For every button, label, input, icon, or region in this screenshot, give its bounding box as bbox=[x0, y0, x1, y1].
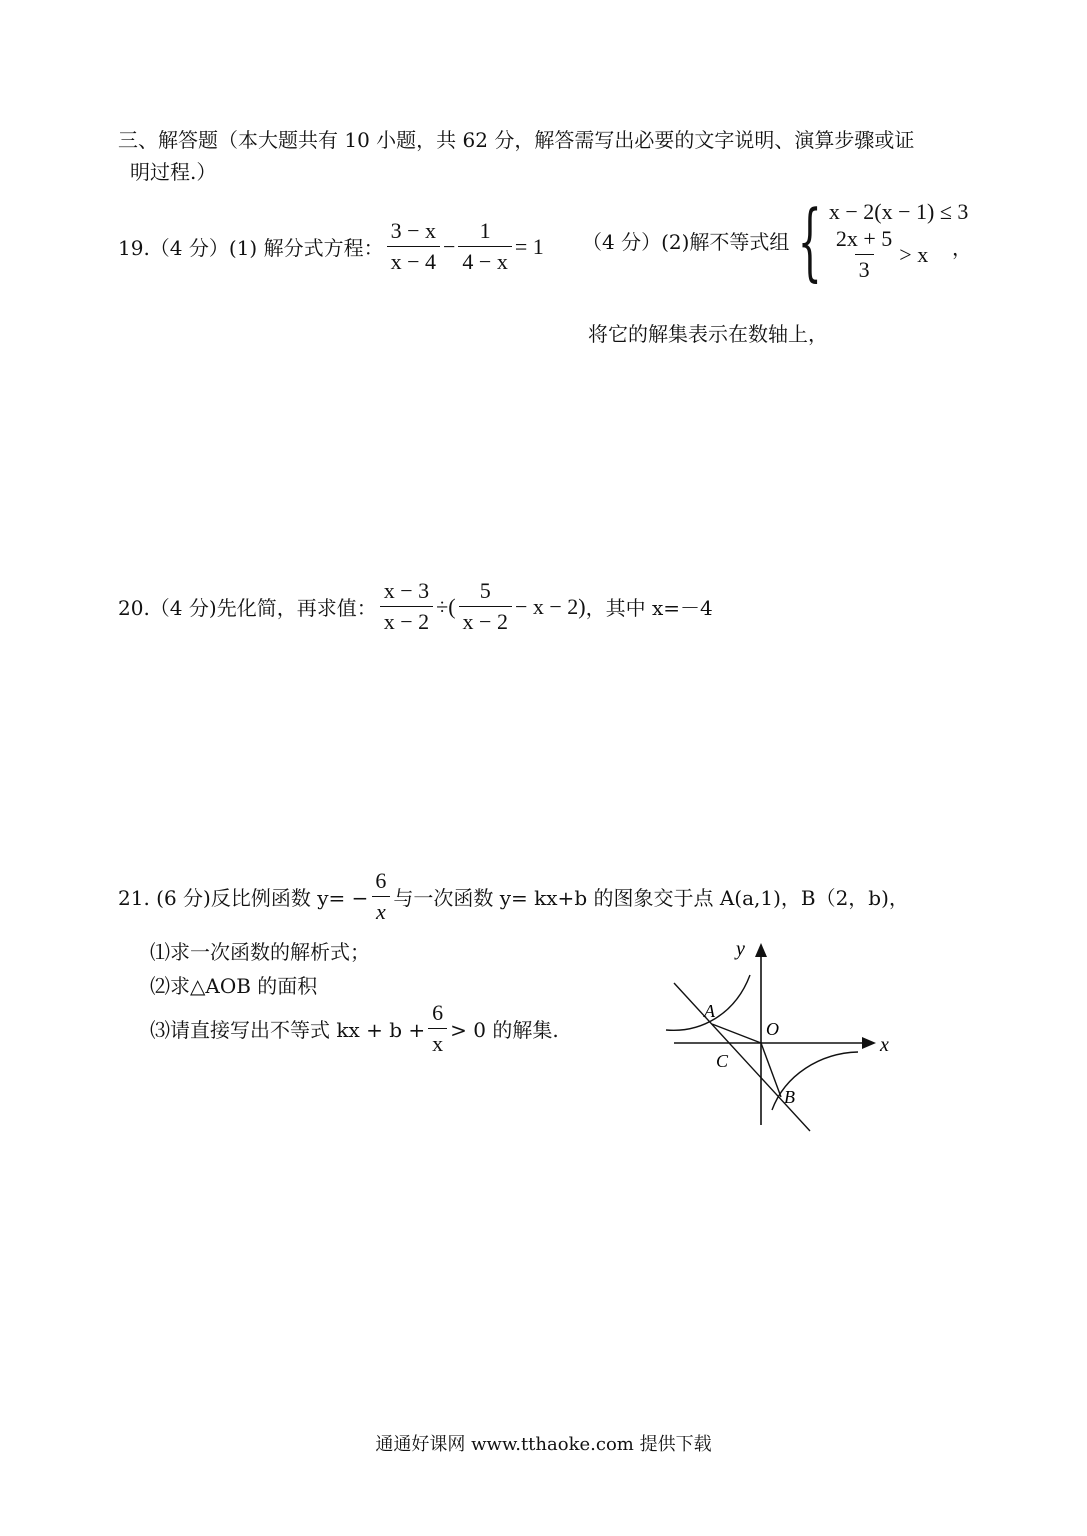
section-title-line1: 三、解答题（本大题共有 10 小题，共 62 分，解答需写出必要的文字说明、演算步骤或证 bbox=[118, 128, 915, 152]
q19-frac1-den: x − 4 bbox=[387, 246, 440, 275]
q20-tail: − x − 2) bbox=[514, 593, 586, 619]
function-graph bbox=[660, 935, 900, 1135]
q21-sub3-frac-den: x bbox=[428, 1028, 447, 1057]
q20-frac2 bbox=[459, 578, 512, 635]
q21-sub1: ⑴求一次函数的解析式； bbox=[150, 940, 370, 964]
q19-minus: − bbox=[443, 233, 456, 259]
q20-prefix: 20.（4 分)先化简，再求值： bbox=[118, 596, 377, 620]
q21-suffix: 与一次函数 y= kx+b 的图象交于点 A(a,1)，B（2，b)， bbox=[393, 886, 909, 910]
inequality-frac-num: 2x + 5 bbox=[835, 226, 893, 251]
q19-part2-prefix: （4 分）(2)解不等式组 bbox=[582, 230, 790, 254]
q21-sub3-frac-num: 6 bbox=[432, 1000, 444, 1025]
q19-rhs: = 1 bbox=[514, 233, 544, 259]
q20 bbox=[118, 578, 713, 635]
left-brace-icon: { bbox=[798, 191, 823, 290]
inequality-frac bbox=[832, 226, 896, 283]
label-y: y bbox=[736, 938, 745, 960]
q21-stem bbox=[118, 868, 909, 925]
q21-frac bbox=[371, 868, 390, 925]
q19-instruction: 将它的解集表示在数轴上， bbox=[588, 322, 828, 346]
inequality-system bbox=[789, 191, 969, 290]
x-axis-arrow-icon bbox=[862, 1037, 876, 1049]
q21-frac-num: 6 bbox=[375, 868, 387, 893]
inequality-line2-tail: > x bbox=[899, 241, 929, 267]
q21-sub3-prefix: ⑶请直接写出不等式 kx + b + bbox=[150, 1018, 426, 1042]
q19-frac1-num: 3 − x bbox=[390, 218, 436, 243]
q20-where: ，其中 x=－4 bbox=[585, 596, 713, 620]
label-C: C bbox=[716, 1051, 729, 1071]
q21-sub3-suffix: > 0 的解集. bbox=[450, 1018, 559, 1042]
label-x: x bbox=[880, 1034, 889, 1056]
segment-OA bbox=[712, 1024, 761, 1043]
q19-frac2-num: 1 bbox=[479, 218, 491, 243]
q19-part2 bbox=[582, 191, 969, 290]
q21-sub2: ⑵求△AOB 的面积 bbox=[150, 974, 318, 998]
q20-frac1 bbox=[380, 578, 433, 635]
label-O: O bbox=[766, 1019, 779, 1039]
q20-div: ÷( bbox=[436, 593, 456, 619]
inequality-line1: x − 2(x − 1) ≤ 3 bbox=[828, 199, 969, 224]
q20-frac1-den: x − 2 bbox=[380, 606, 433, 635]
q21-sub3-frac bbox=[428, 1000, 447, 1057]
inequality-frac-den: 3 bbox=[855, 254, 874, 283]
q21-frac-den: x bbox=[372, 896, 390, 925]
q21-prefix: 21. (6 分)反比例函数 y= − bbox=[118, 886, 369, 910]
q20-frac1-num: x − 3 bbox=[383, 578, 430, 603]
label-B: B bbox=[784, 1087, 795, 1107]
label-A: A bbox=[704, 1001, 715, 1021]
q19-trailing-comma: ， bbox=[952, 236, 972, 260]
page-footer: 通通好课网 www.tthaoke.com 提供下载 bbox=[375, 1434, 712, 1455]
q19-frac1 bbox=[387, 218, 440, 275]
q20-frac2-den: x − 2 bbox=[459, 606, 512, 635]
q21-sub3 bbox=[150, 1000, 559, 1057]
section-title-line2: 明过程.） bbox=[130, 160, 217, 184]
q19-frac2 bbox=[458, 218, 511, 275]
q19-frac2-den: 4 − x bbox=[458, 246, 511, 275]
q20-frac2-num: 5 bbox=[479, 578, 491, 603]
q19-part1-prefix: 19.（4 分）(1) 解分式方程： bbox=[118, 236, 384, 260]
linear-function-line bbox=[674, 983, 810, 1131]
q19-part1 bbox=[118, 218, 544, 275]
y-axis-arrow-icon bbox=[755, 943, 767, 957]
